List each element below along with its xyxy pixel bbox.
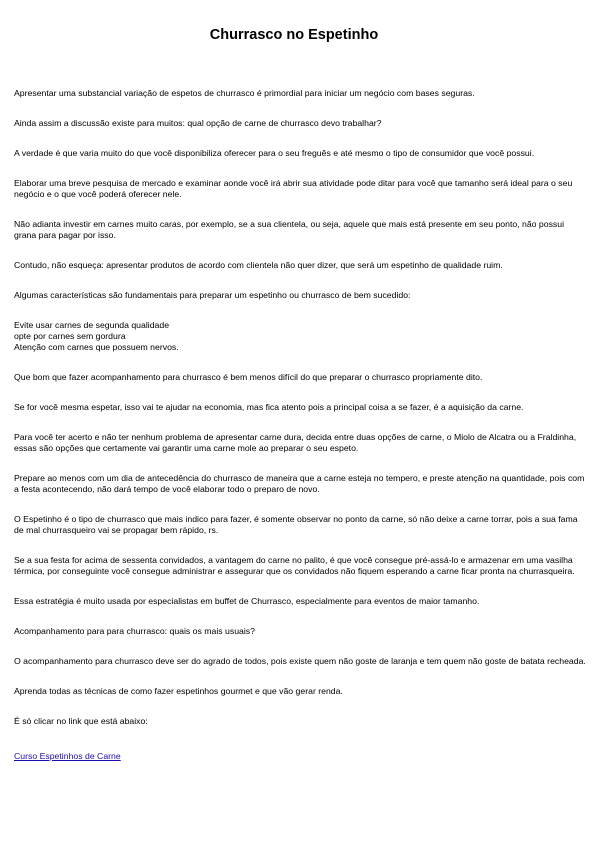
paragraph-17: Aprenda todas as técnicas de como fazer espetinhos gourmet e que vão gerar renda. — [14, 686, 343, 696]
paragraph-8: Que bom que fazer acompanhamento para churrasco é bem menos difícil do que preparar o churrasco propriamente dito. — [14, 372, 483, 382]
paragraph-6: Contudo, não esqueça: apresentar produtos de acordo com clientela não quer dizer, que será um espetinho de qualidade ruim. — [14, 260, 503, 270]
paragraph-16: O acompanhamento para churrasco deve ser do agrado de todos, pois existe quem não goste de laranja e tem quem não goste de batata recheada. — [14, 656, 586, 666]
paragraph-2: Ainda assim a discussão existe para muitos: qual opção de carne de churrasco devo trabalhar? — [14, 118, 382, 128]
paragraph-1: Apresentar uma substancial variação de espetos de churrasco é primordial para iniciar um negócio com bases seguras. — [14, 88, 475, 98]
paragraph-11: Prepare ao menos com um dia de antecedência do churrasco de maneira que a carne esteja no tempero, e preste atenção na quantidade, pois com a festa acontecendo, não dará tempo de você elaborar todo o preparo de novo. — [14, 473, 585, 494]
list-item: opte por carnes sem gordura — [14, 331, 126, 341]
paragraph-7: Algumas características são fundamentais para preparar um espetinho ou churrasco de bem sucedido: — [14, 290, 411, 300]
list-item: Evite usar carnes de segunda qualidade — [14, 320, 170, 330]
feature-list — [14, 320, 588, 353]
document-page — [14, 0, 588, 764]
paragraph-15: Acompanhamento para para churrasco: quais os mais usuais? — [14, 626, 255, 636]
paragraph-13: Se a sua festa for acima de sessenta convidados, a vantagem do carne no palito, é que você consegue pré-assá-lo e armazenar em uma vasilha térmica, por conseguinte você consegue administrar e assegurar que os convidados não fiquem esperando a carne ficar pronta na churrasqueira. — [14, 555, 575, 576]
course-link[interactable]: Curso Espetinhos de Carne — [14, 751, 121, 761]
paragraph-3: A verdade é que varia muito do que você disponibiliza oferecer para o seu freguês e até mesmo o tipo de consumidor que você possui. — [14, 148, 535, 158]
paragraph-12: O Espetinho é o tipo de churrasco que mais indico para fazer, é somente observar no ponto da carne, só não deixe a carne torrar, pois a sua fama de mal churrasqueiro vai se propagar bem rápido, rs. — [14, 514, 578, 535]
paragraph-10: Para você ter acerto e não ter nenhum problema de apresentar carne dura, decida entre duas opções de carne, o Miolo de Alcatra ou a Fraldinha, essas são opções que certamente vai garantir uma carne mole ao preparar o seu espeto. — [14, 432, 577, 453]
paragraph-9: Se for você mesma espetar, isso vai te ajudar na economia, mas fica atento pois a principal coisa a se fazer, é a aquisição da carne. — [14, 402, 524, 412]
paragraph-14: Essa estratégia é muito usada por especialistas em buffet de Churrasco, especialmente para eventos de maior tamanho. — [14, 596, 480, 606]
page-title: Churrasco no Espetinho — [209, 27, 379, 43]
paragraph-5: Não adianta investir em carnes muito caras, por exemplo, se a sua clientela, ou seja, aquele que mais está presente em seu ponto, não possui grana para pagar por isso. — [14, 219, 565, 240]
paragraph-18: É só clicar no link que está abaixo: — [14, 716, 148, 726]
list-item: Atenção com carnes que possuem nervos. — [14, 342, 179, 352]
paragraph-4: Elaborar uma breve pesquisa de mercado e examinar aonde você irá abrir sua atividade pode ditar para você que tamanho será ideal para o seu negócio e o que você poderá oferecer nele. — [14, 178, 573, 199]
